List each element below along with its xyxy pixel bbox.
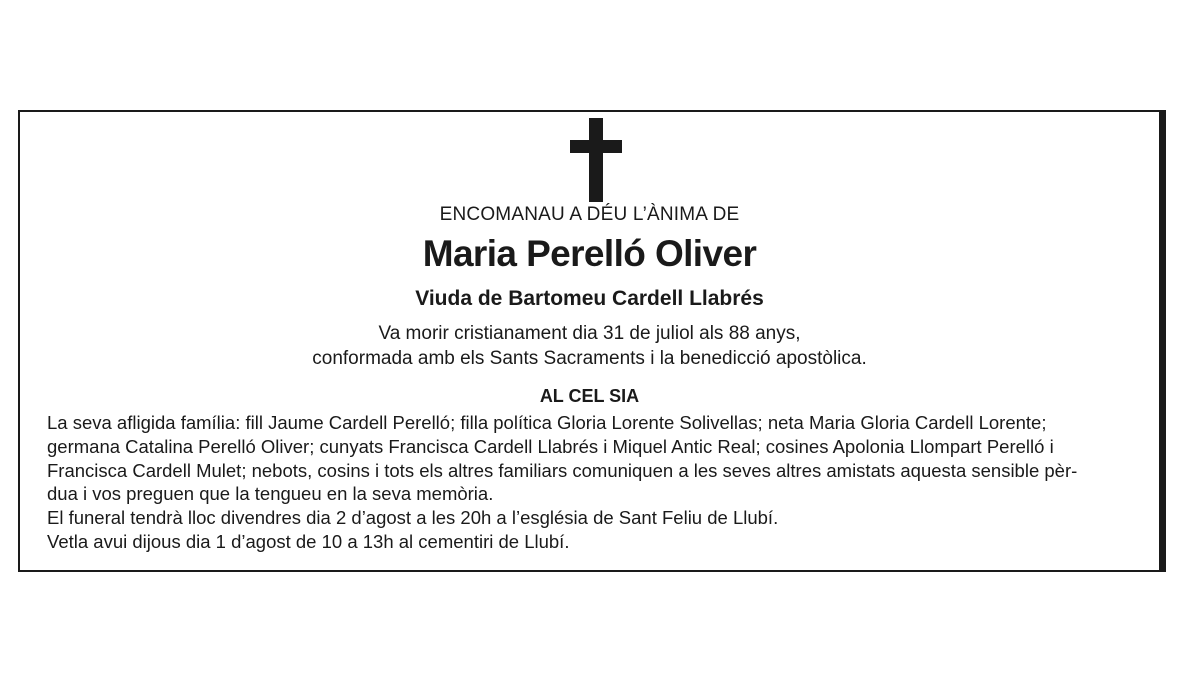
death-line: Va morir cristianament dia 31 de juliol als 88 anys,: [378, 323, 801, 344]
widow-of-text: Viuda de Bartomeu Cardell Llabrés: [415, 287, 764, 310]
death-line: conformada amb els Sants Sacraments i la benedicció apostòlica.: [312, 348, 867, 369]
intro-text: ENCOMANAU A DÉU L’ÀNIMA DE: [439, 204, 740, 225]
al-cel-sia: AL CEL SIA: [539, 386, 640, 406]
funeral-info: El funeral tendrà lloc divendres dia 2 d’agost a les 20h a l’església de Sant Feliu de Llubí.: [47, 507, 779, 529]
family-announcement: [47, 411, 1159, 554]
family-line: dua i vos preguen que la tengueu en la seva memòria.: [47, 483, 494, 505]
family-line: La seva afligida família: fill Jaume Cardell Perelló; filla política Gloria Lorente Solivellas; neta Maria Gloria Cardell Lorente;: [47, 412, 1047, 433]
cross-icon: [570, 118, 622, 202]
family-line: Francisca Cardell Mulet; nebots, cosins i tots els altres familiars comuniquen a les seves altres amistats aquesta sensible pèr-: [47, 459, 1078, 481]
obituary-notice: [18, 110, 1166, 572]
family-line: germana Catalina Perelló Oliver; cunyats Francisca Cardell Llabrés i Miquel Antic Real; cosines Apolonia Llompart Perelló i: [47, 435, 1054, 457]
deceased-name: Maria Perelló Oliver: [422, 233, 757, 274]
vigil-info: Vetla avui dijous dia 1 d’agost de 10 a 13h al cementiri de Llubí.: [47, 530, 570, 552]
death-statement: [20, 321, 1159, 371]
